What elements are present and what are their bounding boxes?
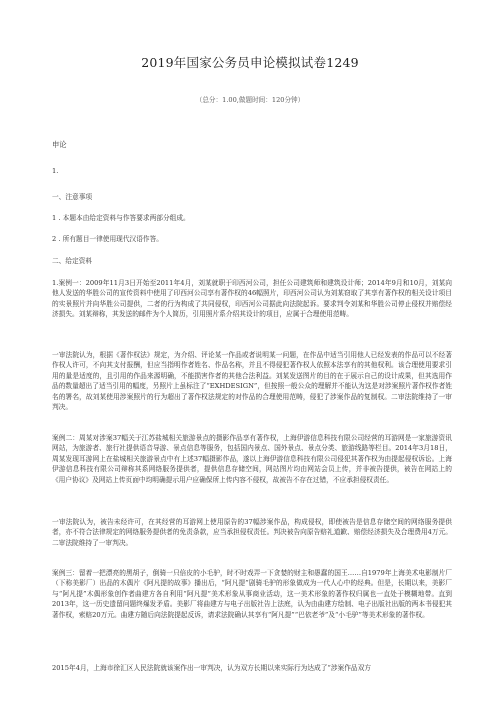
material-paragraph: 1.案例一：2009年11月3日开始至2011年4月，刘某就职于印西河公司，担任公司建筑师和建筑设计师；2014年9月和10月，刘某向他人发送的华胜公司的宣传资料中使用了印西河公司享有著作权的46幅照片，印西河公司认为刘某窃取了其享有著作权的相关设计项目的实景照片并向华胜公司提供，二者的行为构成了共同侵权，印西河公司据此向法院起诉。要求判令刘某和华胜公司停止侵权并赔偿经济损失。刘某辩称，其发送的邮件为个人简历，引用照片系介绍其设计的项目，应属于合理使用范畴。: [52, 279, 452, 319]
document-subtitle: （总分：1.00,做题时间：120分钟）: [195, 96, 305, 104]
material-paragraph: 一审法院认为，根据《著作权法》规定，为介绍、评论某一作品或者说明某一问题，在作品中适当引用他人已经发表的作品可以不经著作权人许可，不向其支付报酬，但应当指明作者姓名、作品名称，并且不得侵犯著作权人依照本法享有的其他权利。该合理使用要求引用的量是适度的，且引用的作品来源明确，不能损害作者的其他合法利益。刘某发送图片的目的在于展示自己的设计成果，但其选用作品的数量超出了适当引用的幅度，另照片上虽标注了“EXHDESIGN”，但按照一般公众的理解并不能认为这是对涉案照片著作权作者姓名的署名，故刘某使用涉案照片的行为超出了著作权法规定的对作品的合理使用范畴，侵犯了涉案作品的复制权。二审法院维持了一审判决。: [52, 351, 452, 412]
material-paragraph: 一审法院认为，被告未经许可，在其经营的耳游网上使用原告的37幅涉案作品，构成侵权，即使被告是信息存储空间的网络服务提供者，亦不符合法律规定的网络服务提供者的免责条款，应当承担侵权责任。判决被告向原告赔礼道歉、赔偿经济损失及合理费用4万元。二审法院维持了一审判决。: [52, 518, 452, 547]
materials-heading: 二、给定资料: [52, 257, 93, 265]
notes-heading: 一、注意事项: [52, 193, 93, 201]
item-number: 1.: [52, 167, 59, 175]
note-item: 1 . 本题本由给定资料与作答要求两部分组成。: [52, 214, 190, 222]
note-item: 2 . 所有题目一律使用现代汉语作答。: [52, 235, 163, 243]
section-heading: 申论: [52, 140, 67, 149]
material-paragraph: 案例三：留着一把漂亮的黑胡子，倒骑一只倍皮的小毛驴，时不时戏弄一下贪婪的财主和愚蠢的国王……自1979年上海美术电影制片厂（下称美影厂）出品的木偶片《阿凡提的故事》播出后，“阿凡提”剧骑毛驴的形象做成为一代人心中的经典。但是，长期以来，美影厂与“阿凡提”木偶形象创作者曲建方各自利用“阿凡提”美术形象从事商业活动，这一美术形象的著作权归属也一直处于模糊地带。直到2013年，这一历史遗留问题终爆发矛盾。美影厂将曲建方与电子出版社告上法庭，认为由曲建方绘制、电子出版社出版的两本书侵犯其著作权，索赔20万元。曲建方随后向法院提起反诉，请求法院确认其享有“阿凡提”“巴依老爷”及“小毛驴”等美术形象的著作权。: [52, 569, 452, 619]
document-title: 2019年国家公务员申论模拟试卷1249: [141, 55, 359, 70]
material-paragraph: 2015年4月，上海市徐汇区人民法院就该案作出一审判决，认为双方长期以来实际行为达成了“涉案作品双方: [52, 664, 371, 672]
material-paragraph: 案例二：周某对涉案37幅关于江苏盐城相关旅游景点的摄影作品享有著作权，上海伊游信息科技有限公司经营的耳游网是一家旅游资讯网站，为旅游者、旅行社提供语音导游、景点信息等服务，包括国内景点、国外景点、景点分类、旅游线路等栏目。2014年3月18日，周某发现耳游网上在盐城相关旅游景点中有上述37幅摄影作品，遂以上海伊游信息科技有限公司侵犯其著作权为由提起侵权诉讼。上海伊游信息科技有限公司辩称其系网络服务提供者，提供信息存储空间，网站图片均由网站会员上传，并非被告提供，被告在网站上的《用户协议》及网站上传页面中均明确提示用户应确保所上传内容不侵权，故被告不存在过错，不应承担侵权责任。: [52, 434, 452, 484]
